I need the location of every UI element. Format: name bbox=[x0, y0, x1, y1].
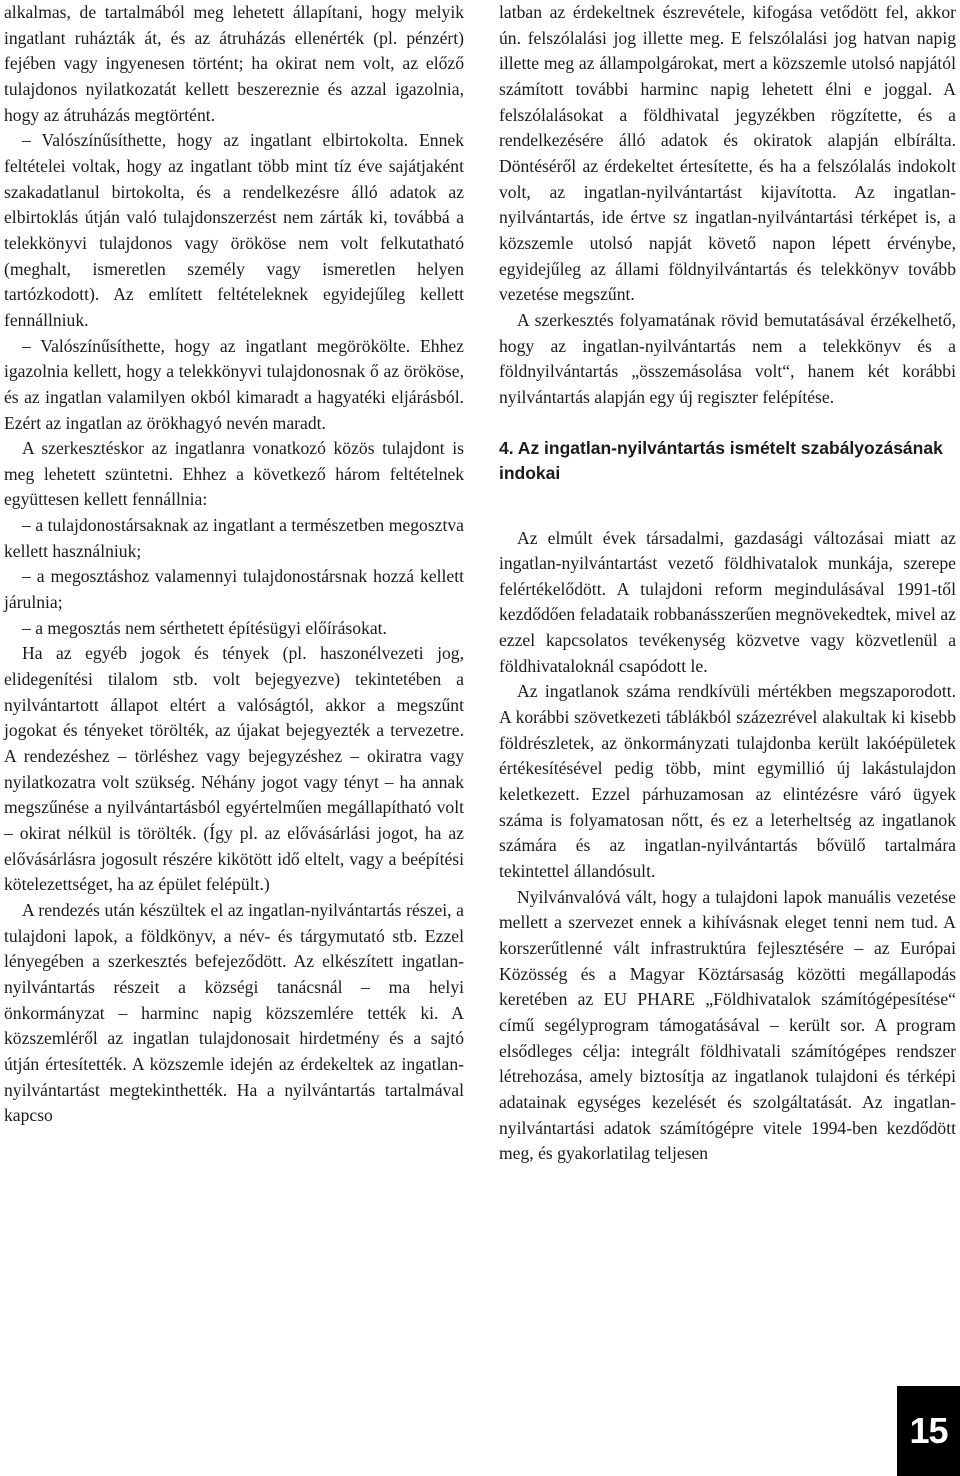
right-column-intro bbox=[499, 0, 956, 411]
paragraph: – a megosztáshoz valamennyi tulajdonostársnak hozzá kellett járulnia; bbox=[4, 566, 464, 613]
paragraph: – a tulajdonostársaknak az ingatlant a természetben megosztva kellett használniuk; bbox=[4, 515, 464, 561]
paragraph: – a megosztás nem sérthetett építésügyi előírásokat. bbox=[22, 617, 387, 638]
paragraph: alkalmas, de tartalmából meg lehetett állapítani, hogy melyik ingatlant ruházták át, és az átruházás ellenérték (pl. pénzért) fejében vagy ingyenesen történt; ha okirat nem volt, az előző tulajdonos nyilatkozatát kellett beszereznie és azzal igazolnia, hogy az átruházás megtörtént. bbox=[4, 2, 464, 125]
left-column bbox=[4, 0, 464, 1129]
paragraph: A szerkesztés folyamatának rövid bemutatásával érzékelhető, hogy az ingatlan-nyilvántartás nem a telekkönyv és a földnyilvántartás „összemásolása volt“, hanem két korábbi nyilvántartás alapján egy új regiszter felépítése. bbox=[499, 309, 956, 407]
paragraph: Az elmúlt évek társadalmi, gazdasági változásai miatt az ingatlan-nyilvántartást vezető földhivatalok munkája, szerepe felértékelődött. A tulajdoni reform megindulásával 1991-től kezdődően feladataik robbanásszerűen megnövekedtek, mivel az ezzel kapcsolatos tevékenység közvetve vagy közvetlenül a földhivataloknál csapódott le. bbox=[499, 527, 956, 676]
paragraph: Az ingatlanok száma rendkívüli mértékben megszaporodott. A korábbi szövetkezeti táblákból százezrével alakultak ki kisebb földrészletek, az önkormányzati tulajdonba került lakóépületek értékesítésével pedig több, mint egymillió új lakástulajdon keletkezett. Ezzel párhuzamosan az elintézésre váró ügyek száma is folyamatosan nőtt, és ez a leterheltség az ingatlanok számára és az ingatlan-nyilvántartás bővülő tartalmára tekintettel állandósult. bbox=[499, 681, 956, 882]
paragraph: Ha az egyéb jogok és tények (pl. haszonélvezeti jog, elidegenítési tilalom stb. volt bejegyezve) tekintetében a nyilvántartott állapot eltért a valóságtól, akkor a megszűnt jogokat és tényeket törölték, az újakat bejegyezték a tervezetre. A rendezéshez – törléshez vagy bejegyzéshez – okiratra vagy nyilatkozatra volt szükség. Néhány jogot vagy tényt – ha annak megszűnése a nyilvántartásból egyértelműen megállapítható volt – okirat nélkül is törölték. (Így pl. az elővásárlási jogot, ha az elővásárlásra jogosult részére kikötött idő eltelt, vagy a beépítési kötelezettséget, ha az épület felépült.) bbox=[4, 643, 464, 895]
section-heading: 4. Az ingatlan-nyilvántartás ismételt szabályozásának indokai bbox=[499, 437, 943, 483]
paragraph: – Valószínűsíthette, hogy az ingatlant elbirtokolta. Ennek feltételei voltak, hogy az ingatlant több mint tíz éve sajátjaként szakadatlanul birtokolta, és a rendelkezésre álló adatok az elbirtoklás útján való tulajdonszerzést nem zárták ki, továbbá a telekkönyvi tulajdonos vagy örököse nem volt felkutatható (meghalt, ismeretlen személy vagy ismeretlen helyen tartózkodott). Az említett feltételeknek egyidejűleg kellett fennállniuk. bbox=[4, 130, 464, 330]
paragraph: Nyilvánvalóvá vált, hogy a tulajdoni lapok manuális vezetése mellett a szervezet ennek a kihívásnak eleget tenni nem tud. A korszerűtlenné vált infrastruktúra fejlesztésére – az Európai Közösség és a Magyar Köztársaság közötti megállapodás keretében az EU PHARE „Földhivatalok számítógépesítése“ című segélyprogram támogatásával – került sor. A program elsődleges célja: integrált földhivatali számítógépes rendszer létrehozása, amely biztosítja az ingatlanok tulajdoni és térképi adatainak egységes kezelését és szolgáltatását. Az ingatlan-nyilvántartási adatok számítógépre vitele 1994-ben kezdődött meg, és gyakorlatilag teljesen bbox=[499, 886, 956, 1164]
paragraph: A szerkesztéskor az ingatlanra vonatkozó közös tulajdont is meg lehetett szüntetni. Ehhez a következő három feltételnek együttesen kellett fennállnia: bbox=[4, 438, 464, 510]
right-column-body bbox=[499, 526, 956, 1167]
paragraph: A rendezés után készültek el az ingatlan-nyilvántartás részei, a tulajdoni lapok, a földkönyv, a név- és tárgymutató stb. Ezzel lényegében a szerkesztés befejeződött. Az elkészített ingatlan-nyilvántartás részeit a községi tanácsnál – ma helyi önkormányzat – harminc napig közszemlére tették ki. A közszemléről az ingatlan tulajdonosait hirdetmény és a sajtó útján értesítették. A közszemle idején az érdekeltek az ingatlan-nyilvántartást megtekinthették. Ha a nyilvántartás tartalmával kapcso bbox=[4, 899, 464, 1126]
page-number: 15 bbox=[897, 1386, 960, 1476]
paragraph: – Valószínűsíthette, hogy az ingatlant megörökölte. Ehhez igazolnia kellett, hogy a telekkönyvi tulajdonosnak ő az örököse, és az ingatlan valamilyen okból kimaradt a hagyatéki eljárásból. Ezért az ingatlan az örökhagyó nevén maradt. bbox=[4, 335, 464, 433]
paragraph: latban az érdekeltnek észrevétele, kifogása vetődött fel, akkor ún. felszólalási jog illette meg. E felszólalási jog hatvan napig illette meg az állampolgárokat, mert a közszemle utolsó napjától számított további harminc napig lehetett élni e joggal. A felszólalásokat a földhivatal jegyzékben rögzítette, és a rendelkezésére álló adatok és okiratok alapján elbírálta. Döntéséről az érdekeltet értesítette, és ha a felszólalás indokolt volt, az ingatlan-nyilvántartást kijavította. Az ingatlan-nyilvántartás, ide értve sz ingatlan-nyilvántartási térképet is, a közszemle utolsó napját követő napon lépett érvénybe, egyidejűleg az állami földnyilvántartás és telekkönyv tovább vezetése megszűnt. bbox=[499, 2, 956, 305]
right-column bbox=[499, 0, 956, 1167]
